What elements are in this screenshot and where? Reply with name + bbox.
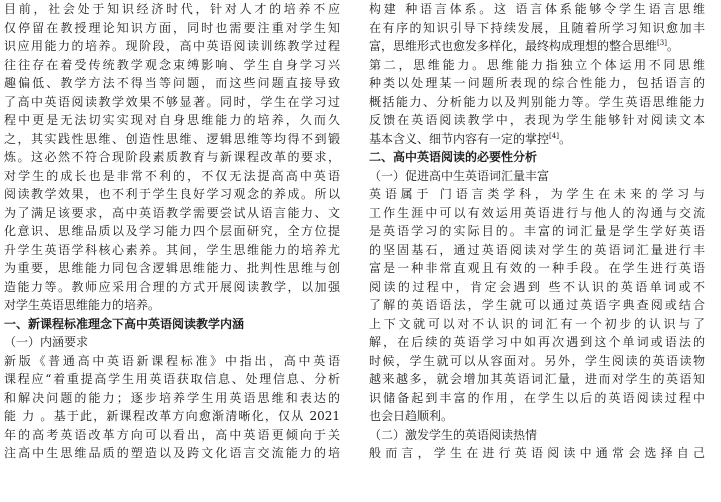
text-line bbox=[4, 167, 340, 186]
text-line bbox=[369, 296, 705, 315]
line-text: 概括能力、分析能力以及判别能力等。学生英语思维能力 bbox=[369, 94, 705, 109]
line-text: 也会日趋顺利。 bbox=[369, 409, 454, 423]
text-line bbox=[369, 333, 705, 352]
text-line bbox=[4, 0, 340, 19]
text-line bbox=[4, 444, 340, 463]
line-text: 般而言，学生在进行英语阅读中通常会选择自己 bbox=[369, 446, 705, 460]
line-text: 二、高中英语阅读的必要性分析 bbox=[369, 150, 538, 164]
line-text: 为了满足该要求，高中英语教学需要尝试从语言能力、文 bbox=[4, 205, 340, 220]
text-line bbox=[4, 278, 340, 297]
line-text: 仅停留在教授理论知识方面，同时也需要注重对学生知 bbox=[4, 20, 340, 35]
line-text: 和解决问题的能力；逐步培养学生用英语思维和表达的 bbox=[4, 390, 340, 405]
text-line bbox=[369, 204, 705, 223]
text-line bbox=[369, 389, 705, 408]
line-text: 炼。这必然不符合现阶段素质教育与新课程改革的要求， bbox=[4, 150, 340, 164]
line-text: 反馈在英语阅读教学中，表现为学生能够针对阅读文本 bbox=[369, 113, 705, 127]
text-line bbox=[4, 296, 340, 315]
line-text: 往往存在着受传统教学观念束缚影响、学生自身学习兴 bbox=[4, 57, 340, 72]
line-text: 越来越多，就会增加其英语词汇量，进而对学生的英语知 bbox=[369, 372, 705, 386]
text-line bbox=[369, 37, 705, 56]
line-text: 工作生涯中可以有效运用英语进行与他人的沟通与交流 bbox=[369, 205, 705, 220]
text-line bbox=[4, 37, 340, 56]
line-text: （一）内涵要求 bbox=[4, 335, 89, 349]
line-text: 阅读教学效果，也不利于学生良好学习观念的养成。所以 bbox=[4, 187, 340, 201]
line-text: 第二，思维能力。思维能力指独立个体运用不同思维 bbox=[369, 57, 705, 72]
text-line bbox=[369, 130, 705, 149]
text-line bbox=[4, 148, 340, 167]
text-line bbox=[369, 74, 705, 93]
line-text-tail: 。 bbox=[558, 131, 571, 146]
text-line bbox=[4, 352, 340, 371]
text-line bbox=[4, 370, 340, 389]
line-text: 英语属于 门语言类学科，为学生在未来的学习与 bbox=[369, 187, 705, 201]
subsection-heading bbox=[369, 426, 705, 445]
line-text: 对学生英语思维能力的培养。 bbox=[4, 298, 161, 312]
text-line bbox=[369, 259, 705, 278]
text-line bbox=[369, 56, 705, 75]
line-text: 造能力等。教师应采用合理的方式开展阅读教学，以加强 bbox=[4, 279, 340, 294]
text-line bbox=[4, 19, 340, 38]
line-text: 的坚固基石，通过英语阅读对学生的英语词汇量进行丰 bbox=[369, 242, 705, 257]
line-text: 对学生的成长也是非常不利的，不仅无法提高高中英语 bbox=[4, 168, 340, 183]
text-line bbox=[369, 407, 705, 426]
line-text: 程中更是无法切实实现对自身思维能力的培养，久而久 bbox=[4, 113, 340, 127]
line-text: 能 力 。基于此，新课程改革方向愈渐清晰化，仅从 2021 bbox=[4, 409, 340, 423]
text-line bbox=[4, 130, 340, 149]
line-text: 年的高考英语改革方向可以看出，高中英语更倾向于关 bbox=[4, 427, 340, 442]
line-text: 了解的英语语法，学生就可以通过英语字典查阅或结合 bbox=[369, 298, 705, 312]
text-line bbox=[369, 111, 705, 130]
text-line bbox=[369, 93, 705, 112]
citation-ref: [3] bbox=[657, 39, 667, 47]
text-line bbox=[4, 185, 340, 204]
line-text: 了高中英语阅读教学效果不够显著。同时，学生在学习过 bbox=[4, 94, 340, 109]
line-text-tail: 。 bbox=[666, 39, 679, 53]
line-text: 趣偏低、教学方法不得当等问题，而这些问题直接导致 bbox=[4, 76, 340, 90]
left-column bbox=[4, 0, 340, 463]
text-line bbox=[369, 370, 705, 389]
line-text: 富是一种非常直观且有效的一种手段。在学生进行英语 bbox=[369, 261, 705, 275]
line-text: 一、新课程标准理念下高中英语阅读教学内涵 bbox=[4, 316, 245, 331]
text-line bbox=[369, 0, 705, 19]
line-text: 识应用能力的培养。现阶段，高中英语阅读训练教学过程 bbox=[4, 39, 340, 53]
text-line bbox=[4, 111, 340, 130]
line-text: （二）激发学生的英语阅读热情 bbox=[369, 427, 538, 442]
text-line bbox=[4, 56, 340, 75]
text-line bbox=[4, 389, 340, 408]
text-line bbox=[369, 352, 705, 371]
line-text: 解，在后续的英语学习中如再次遇到这个单词或语法的 bbox=[369, 335, 705, 349]
text-line bbox=[4, 259, 340, 278]
text-line bbox=[369, 185, 705, 204]
right-column bbox=[369, 0, 705, 463]
line-text: （一）促进高中生英语词汇量丰富 bbox=[369, 168, 550, 183]
line-text: 化意识、思维品质以及学习能力四个层面研究，全方位提 bbox=[4, 224, 340, 238]
subsection-heading bbox=[369, 167, 705, 186]
line-text: 识储备起到丰富的作用，在学生以后的英语阅读过程中 bbox=[369, 390, 705, 405]
text-line bbox=[369, 222, 705, 241]
line-text: 阅读的过程中，肯定会遇到 些不认识的英语单词或不 bbox=[369, 279, 705, 294]
line-text: 构建 种语言体系。这 语言体系能够令学生语言思维 bbox=[369, 2, 705, 16]
line-text: 富，思维形式也愈发多样化，最终构成理想的整合思维 bbox=[369, 39, 658, 53]
line-text: 上下文就可以对不认识的词汇有一个初步的认识与了 bbox=[369, 316, 705, 331]
text-line bbox=[369, 241, 705, 260]
text-line bbox=[4, 241, 340, 260]
subsection-heading bbox=[4, 333, 340, 352]
section-heading bbox=[369, 148, 705, 167]
text-line bbox=[369, 444, 705, 463]
citation-ref: [4] bbox=[549, 131, 559, 140]
line-text: 为重要，思维能力同包含逻辑思维能力、批判性思维与创 bbox=[4, 261, 340, 275]
line-text: 之，其实践性思维、创造性思维、逻辑思维等均得不到锻 bbox=[4, 131, 340, 146]
text-line bbox=[4, 93, 340, 112]
line-text: 在有序的知识引导下持续发展，且随着所学习知识愈加丰 bbox=[369, 20, 705, 35]
line-text: 注高中生思维品质的塑造以及跨文化语言交流能力的培 bbox=[4, 446, 340, 460]
line-text: 新版《普通高中英语新课程标准》中指出，高中英语 bbox=[4, 353, 340, 368]
text-line bbox=[4, 222, 340, 241]
text-line bbox=[369, 315, 705, 334]
text-line bbox=[4, 204, 340, 223]
line-text: 是英语学习的实际目的。丰富的词汇量是学生学好英语 bbox=[369, 224, 705, 238]
text-line bbox=[4, 74, 340, 93]
text-line bbox=[369, 278, 705, 297]
line-text: 种类以处理某一问题所表现的综合性能力，包括语言的 bbox=[369, 76, 705, 90]
line-text: 课程应“着重提高学生用英语获取信息、处理信息、分析 bbox=[4, 372, 340, 386]
line-text: 基本含义、细节内容有一定的掌控 bbox=[369, 131, 550, 146]
line-text: 时候，学生就可以从容面对。另外，学生阅读的英语读物 bbox=[369, 353, 705, 368]
text-line bbox=[4, 426, 340, 445]
line-text: 目前，社会处于知识经济时代，针对人才的培养不应 bbox=[4, 2, 340, 16]
text-line bbox=[369, 19, 705, 38]
section-heading bbox=[4, 315, 340, 334]
text-line bbox=[4, 407, 340, 426]
line-text: 升学生英语学科核心素养。其间，学生思维能力的培养尤 bbox=[4, 242, 340, 257]
